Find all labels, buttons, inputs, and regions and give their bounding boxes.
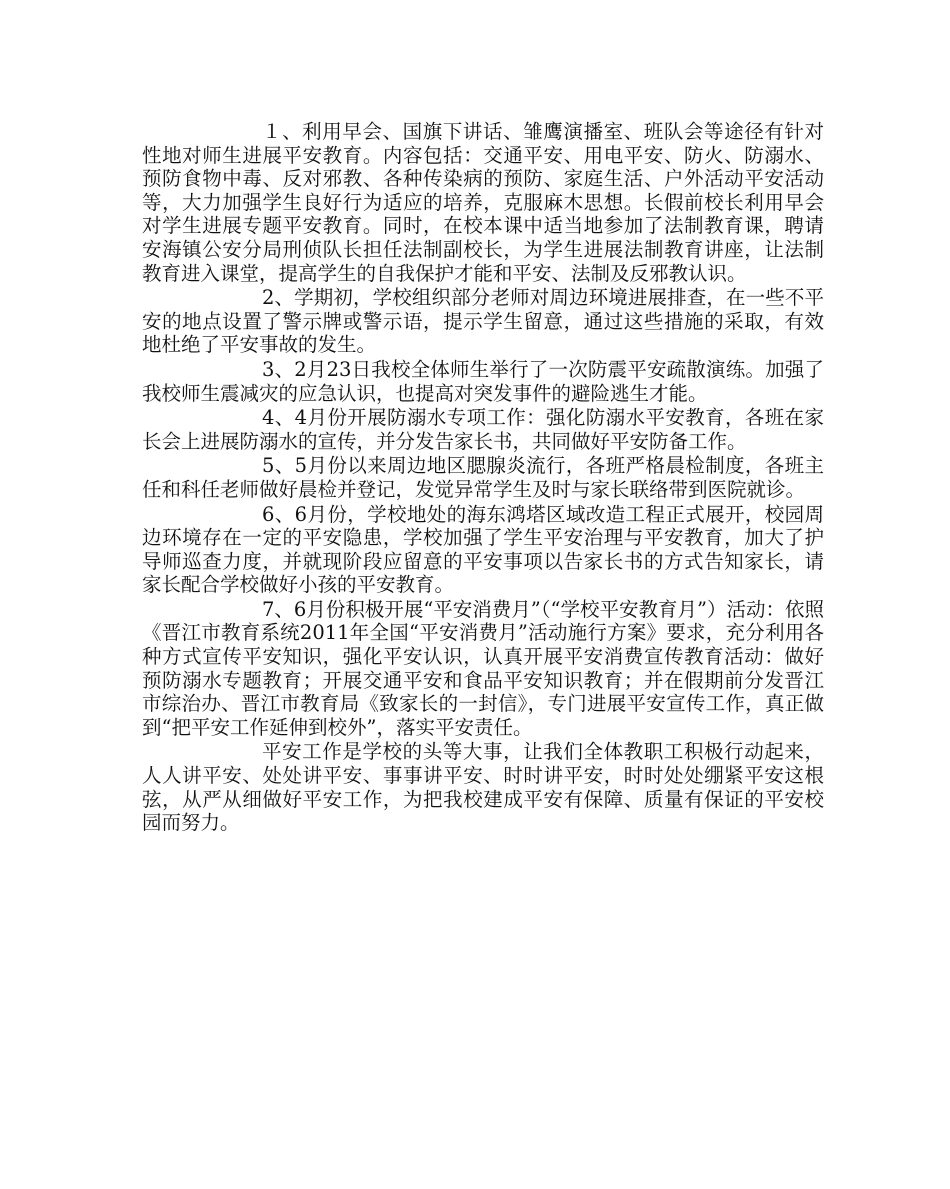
paragraph-item-6: 6、6月份，学校地处的海东鸿塔区域改造工程正式展开，校园周边环境存在一定的平安隐患，学校加强了学生平安治理与平安教育，加大了护导师巡查力度，并就现阶段应留意的平安事项以告家长书的方式告知家长，请家长配合学校做好小孩的平安教育。 bbox=[142, 502, 824, 597]
paragraph-item-2: 2、学期初，学校组织部分老师对周边环境进展排查，在一些不平安的地点设置了警示牌或警示语，提示学生留意，通过这些措施的采取，有效地杜绝了平安事故的发生。 bbox=[142, 286, 824, 357]
paragraph-item-1: １、利用早会、国旗下讲话、雏鹰演播室、班队会等途径有针对性地对师生进展平安教育。内容包括：交通平安、用电平安、防火、防溺水、预防食物中毒、反对邪教、各种传染病的预防、家庭生活、户外活动平安活动等，大力加强学生良好行为适应的培养，克服麻木思想。长假前校长利用早会对学生进展专题平安教育。同时，在校本课中适当地参加了法制教育课，聘请安海镇公安分局刑侦队长担任法制副校长，为学生进展法制教育讲座，让法制教育进入课堂，提高学生的自我保护才能和平安、法制及反邪教认识。 bbox=[142, 120, 824, 285]
paragraph-item-3: 3、2月23日我校全体师生举行了一次防震平安疏散演练。加强了我校师生震减灾的应急认识，也提高对突发事件的避险逃生才能。 bbox=[142, 357, 824, 405]
paragraph-item-5: 5、5月份以来周边地区腮腺炎流行，各班严格晨检制度，各班主任和科任老师做好晨检并登记，发觉异常学生及时与家长联络带到医院就诊。 bbox=[142, 454, 824, 501]
paragraph-item-8: 平安工作是学校的头等大事，让我们全体教职工积极行动起来，人人讲平安、处处讲平安、事事讲平安、时时讲平安，时时处处绷紧平安这根弦，从严从细做好平安工作，为把我校建成平安有保障、质量有保证的平安校园而努力。 bbox=[142, 740, 824, 835]
paragraph-item-4: 4、4月份开展防溺水专项工作：强化防溺水平安教育，各班在家长会上进展防溺水的宣传，并分发告家长书，共同做好平安防备工作。 bbox=[142, 406, 824, 453]
document-body bbox=[142, 120, 824, 835]
paragraph-item-7: 7、6月份积极开展“平安消费月”（“学校平安教育月”）活动：依照《晋江市教育系统2011年全国“平安消费月”活动施行方案》要求，充分利用各种方式宣传平安知识，强化平安认识，认真开展平安消费宣传教育活动：做好预防溺水专题教育；开展交通平安和食品平安知识教育；并在假期前分发晋江市综治办、晋江市教育局《致家长的一封信》，专门进展平安宣传工作，真正做到“把平安工作延伸到校外”，落实平安责任。 bbox=[142, 597, 824, 739]
